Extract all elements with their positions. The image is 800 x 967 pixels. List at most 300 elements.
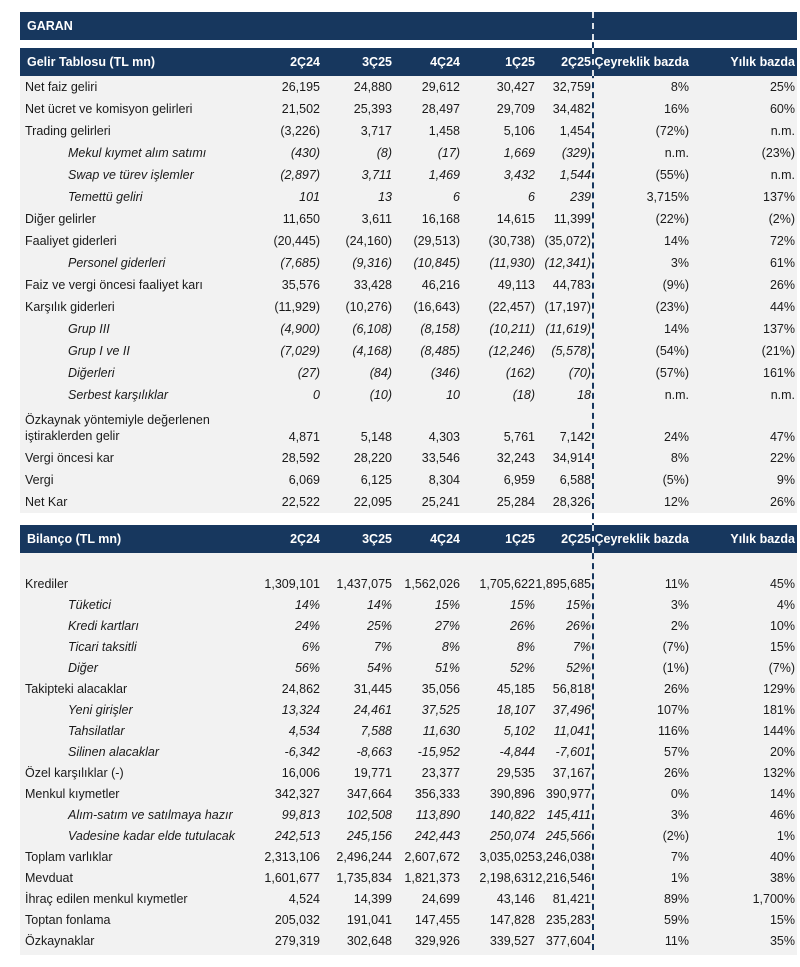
cell-value: 37,525 — [421, 702, 460, 717]
column-header: 2Ç25 — [561, 532, 591, 546]
cell-value: 5,106 — [503, 124, 535, 138]
cell-value: 377,604 — [545, 933, 591, 948]
cell-value: 4,871 — [288, 430, 320, 444]
cell-value: 57% — [663, 744, 689, 759]
cell-value: 56,818 — [552, 681, 591, 696]
table-row — [20, 909, 797, 930]
cell-value: (22%) — [655, 212, 689, 226]
cell-value: 14% — [663, 322, 689, 336]
cell-value: (1%) — [662, 660, 689, 675]
cell-value: (24,160) — [345, 234, 392, 248]
cell-value: (16,643) — [413, 300, 460, 314]
cell-value: (72%) — [655, 124, 689, 138]
cell-value: 60% — [769, 102, 795, 116]
cell-value: 25% — [769, 80, 795, 94]
balance-table-body — [20, 553, 797, 955]
row-label: Karşılık giderleri — [25, 300, 115, 314]
cell-value: (23%) — [655, 300, 689, 314]
cell-value: 101 — [299, 190, 320, 204]
table-row — [20, 208, 797, 230]
cell-value: 26% — [769, 495, 795, 509]
income-statement-table — [20, 48, 797, 513]
cell-value: 1,895,685 — [535, 576, 591, 591]
cell-value: 29,535 — [496, 765, 535, 780]
cell-value: 191,041 — [346, 912, 392, 927]
cell-value: 27% — [434, 618, 460, 633]
cell-value: 7,142 — [559, 430, 591, 444]
cell-value: 3,035,025 — [479, 849, 535, 864]
cell-value: 51% — [434, 660, 460, 675]
cell-value: 15% — [769, 912, 795, 927]
cell-value: 347,664 — [346, 786, 392, 801]
balance-table-title: Bilanço (TL mn) — [27, 532, 122, 546]
cell-value: (2%) — [768, 212, 795, 226]
cell-value: 6,588 — [559, 473, 591, 487]
cell-value: (5,578) — [551, 344, 591, 358]
table-row — [20, 573, 797, 594]
cell-value: 390,896 — [489, 786, 535, 801]
table-row — [20, 340, 797, 362]
cell-value: (10,276) — [345, 300, 392, 314]
cell-value: 23,377 — [421, 765, 460, 780]
cell-value: 16,006 — [281, 765, 320, 780]
row-label: Swap ve türev işlemler — [68, 168, 194, 182]
cell-value: 235,283 — [545, 912, 591, 927]
cell-value: 3% — [670, 597, 689, 612]
cell-value: (10) — [369, 388, 392, 402]
cell-value: 5,102 — [503, 723, 535, 738]
income-table-body — [20, 76, 797, 513]
cell-value: 10 — [446, 388, 460, 402]
cell-value: (6,108) — [352, 322, 392, 336]
column-header: 1Ç25 — [505, 55, 535, 69]
cell-value: 32,759 — [552, 80, 591, 94]
cell-value: 9% — [776, 473, 795, 487]
cell-value: 11,399 — [553, 212, 591, 226]
cell-value: 38% — [769, 870, 795, 885]
table-row — [20, 783, 797, 804]
cell-value: 22,522 — [281, 495, 320, 509]
row-label: Toptan fonlama — [25, 912, 111, 927]
cell-value: (11,929) — [274, 300, 320, 314]
cell-value: (2%) — [662, 828, 689, 843]
cell-value: (10,845) — [413, 256, 460, 270]
cell-value: (430) — [290, 146, 320, 160]
cell-value: 8% — [441, 639, 460, 654]
column-header: 2Ç24 — [290, 55, 320, 69]
column-header: 4Ç24 — [430, 532, 460, 546]
cell-value: 3% — [670, 807, 689, 822]
cell-value: 37,496 — [552, 702, 591, 717]
column-header: 1Ç25 — [505, 532, 535, 546]
cell-value: 4,303 — [428, 430, 460, 444]
row-label: Yeni girişler — [68, 702, 133, 717]
cell-value: 1,454 — [559, 124, 591, 138]
cell-value: 11,630 — [422, 723, 460, 738]
cell-value: n.m. — [664, 146, 689, 160]
cell-value: (8) — [376, 146, 392, 160]
cell-value: 46,216 — [421, 278, 460, 292]
cell-value: 3,711 — [361, 168, 392, 182]
cell-value: 25,393 — [353, 102, 392, 116]
row-label: Tahsilatlar — [68, 723, 125, 738]
cell-value: 26% — [663, 681, 689, 696]
cell-value: 44% — [769, 300, 795, 314]
row-label: Özkaynak yöntemiyle değerlenen iştiraklerden gelir — [25, 412, 210, 443]
cell-value: 4% — [776, 597, 795, 612]
row-label: İhraç edilen menkul kıymetler — [25, 891, 188, 906]
table-row — [20, 825, 797, 846]
cell-value: 2,216,546 — [535, 870, 591, 885]
cell-value: 29,709 — [496, 102, 535, 116]
cell-value: 28,497 — [421, 102, 460, 116]
cell-value: 147,828 — [489, 912, 535, 927]
table-row — [20, 804, 797, 825]
row-label: Toplam varlıklar — [25, 849, 113, 864]
cell-value: 2,607,672 — [404, 849, 460, 864]
table-row — [20, 274, 797, 296]
cell-value: 22,095 — [353, 495, 392, 509]
cell-value: 13 — [378, 190, 392, 204]
column-header: 3Ç25 — [362, 55, 392, 69]
cell-value: (30,738) — [488, 234, 535, 248]
cell-value: 24,699 — [421, 891, 460, 906]
cell-value: 14% — [769, 786, 795, 801]
cell-value: 14% — [366, 597, 392, 612]
cell-value: 14% — [663, 234, 689, 248]
cell-value: 1,458 — [428, 124, 460, 138]
cell-value: -8,663 — [356, 744, 392, 759]
cell-value: 145,411 — [546, 807, 591, 822]
cell-value: 6,069 — [288, 473, 320, 487]
cell-value: 1,469 — [428, 168, 460, 182]
cell-value: 205,032 — [274, 912, 320, 927]
cell-value: 18 — [577, 388, 591, 402]
cell-value: 140,822 — [489, 807, 535, 822]
cell-value: 1,544 — [559, 168, 591, 182]
cell-value: 24,862 — [281, 681, 320, 696]
cell-value: 8,304 — [428, 473, 460, 487]
financial-report — [20, 12, 797, 955]
cell-value: -6,342 — [284, 744, 320, 759]
cell-value: (35,072) — [544, 234, 591, 248]
cell-value: (346) — [430, 366, 460, 380]
cell-value: 18,107 — [496, 702, 535, 717]
cell-value: 2,198,631 — [479, 870, 535, 885]
cell-value: 4,524 — [288, 891, 320, 906]
row-label: Temettü geliri — [68, 190, 143, 204]
cell-value: 1,700% — [752, 891, 795, 906]
cell-value: (7,029) — [280, 344, 320, 358]
cell-value: 13,324 — [281, 702, 320, 717]
cell-value: 3% — [670, 256, 689, 270]
cell-value: 279,319 — [274, 933, 320, 948]
cell-value: 1,601,677 — [264, 870, 320, 885]
table-row — [20, 657, 797, 678]
table-row — [20, 76, 797, 98]
row-label: Diğer — [68, 660, 98, 675]
cell-value: 24,461 — [353, 702, 392, 717]
row-label: Net faiz geliri — [25, 80, 98, 94]
table-row — [20, 930, 797, 951]
cell-value: 3,715% — [646, 190, 689, 204]
cell-value: 3,611 — [361, 212, 392, 226]
column-header: 2Ç25 — [561, 55, 591, 69]
cell-value: -7,601 — [555, 744, 591, 759]
cell-value: 14,399 — [353, 891, 392, 906]
table-row — [20, 406, 797, 447]
table-row — [20, 741, 797, 762]
cell-value: (7,685) — [280, 256, 320, 270]
balance-table-header-row — [20, 525, 797, 553]
cell-value: 35,056 — [421, 681, 460, 696]
cell-value: 3,246,038 — [535, 849, 591, 864]
cell-value: 22% — [769, 451, 795, 465]
row-label: Tüketici — [68, 597, 112, 612]
cell-value: 147,455 — [414, 912, 460, 927]
cell-value: 245,566 — [545, 828, 591, 843]
cell-value: 35% — [769, 933, 795, 948]
cell-value: 6,125 — [360, 473, 392, 487]
cell-value: 16,168 — [421, 212, 460, 226]
cell-value: (20,445) — [273, 234, 320, 248]
cell-value: (70) — [568, 366, 591, 380]
cell-value: 33,428 — [353, 278, 392, 292]
cell-value: 33,546 — [421, 451, 460, 465]
table-row — [20, 678, 797, 699]
cell-value: 102,508 — [346, 807, 392, 822]
cell-value: 6% — [301, 639, 320, 654]
row-label: Alım-satım ve satılmaya hazır — [68, 807, 233, 822]
cell-value: 34,914 — [552, 451, 591, 465]
row-label: Özkaynaklar — [25, 933, 95, 948]
cell-value: (12,246) — [488, 344, 535, 358]
cell-value: 8% — [670, 451, 689, 465]
row-label: Trading gelirleri — [25, 124, 111, 138]
cell-value: 239 — [570, 190, 591, 204]
row-label: Diğer gelirler — [25, 212, 96, 226]
cell-value: (11,619) — [545, 322, 591, 336]
cell-value: 89% — [663, 891, 689, 906]
cell-value: 342,327 — [274, 786, 320, 801]
cell-value: 30,427 — [496, 80, 535, 94]
cell-value: 2,313,106 — [264, 849, 320, 864]
cell-value: 1% — [670, 870, 689, 885]
cell-value: 390,977 — [545, 786, 591, 801]
cell-value: 25% — [366, 618, 392, 633]
cell-value: 1,562,026 — [404, 576, 460, 591]
cell-value: (22,457) — [488, 300, 535, 314]
cell-value: (23%) — [761, 146, 795, 160]
cell-value: 24,880 — [353, 80, 392, 94]
cell-value: (18) — [512, 388, 535, 402]
cell-value: 25,284 — [496, 495, 535, 509]
cell-value: 129% — [763, 681, 795, 696]
cell-value: 15% — [769, 639, 795, 654]
dashed-column-separator — [592, 12, 594, 950]
cell-value: 19,771 — [353, 765, 392, 780]
cell-value: 250,074 — [489, 828, 535, 843]
cell-value: 20% — [769, 744, 795, 759]
cell-value: (4,168) — [352, 344, 392, 358]
cell-value: 72% — [769, 234, 795, 248]
cell-value: 16% — [663, 102, 689, 116]
cell-value: 15% — [434, 597, 460, 612]
cell-value: 7,588 — [360, 723, 392, 738]
cell-value: 5,148 — [360, 430, 392, 444]
cell-value: 47% — [769, 430, 795, 444]
cell-value: 14,615 — [496, 212, 535, 226]
cell-value: 1,735,834 — [336, 870, 392, 885]
row-label: Mekul kıymet alım satımı — [68, 146, 207, 160]
cell-value: (54%) — [655, 344, 689, 358]
cell-value: (8,158) — [420, 322, 460, 336]
cell-value: 21,502 — [281, 102, 320, 116]
table-row — [20, 447, 797, 469]
cell-value: 25,241 — [421, 495, 460, 509]
table-row — [20, 699, 797, 720]
cell-value: (11,930) — [489, 256, 535, 270]
cell-value: n.m. — [770, 388, 795, 402]
cell-value: 26,195 — [281, 80, 320, 94]
table-row — [20, 164, 797, 186]
cell-value: 59% — [663, 912, 689, 927]
cell-value: 52% — [565, 660, 591, 675]
table-row — [20, 98, 797, 120]
cell-value: 37,167 — [552, 765, 591, 780]
cell-value: 24% — [294, 618, 320, 633]
column-header: Çeyreklik bazda — [594, 532, 689, 546]
row-label: Vergi — [25, 473, 54, 487]
row-label: Menkul kıymetler — [25, 786, 120, 801]
column-header: 2Ç24 — [290, 532, 320, 546]
cell-value: (17,197) — [544, 300, 591, 314]
cell-value: 11,650 — [282, 212, 320, 226]
row-label: Serbest karşılıklar — [68, 388, 169, 402]
cell-value: 81,421 — [552, 891, 591, 906]
cell-value: (8,485) — [420, 344, 460, 358]
cell-value: 8% — [670, 80, 689, 94]
row-label: Krediler — [25, 576, 69, 591]
cell-value: 11% — [664, 933, 689, 948]
cell-value: 61% — [769, 256, 795, 270]
cell-value: 6 — [453, 190, 460, 204]
row-label: Faiz ve vergi öncesi faaliyet karı — [25, 278, 203, 292]
cell-value: 3,432 — [503, 168, 535, 182]
cell-value: 137% — [763, 322, 795, 336]
cell-value: 45% — [769, 576, 795, 591]
row-label: Grup III — [68, 322, 110, 336]
cell-value: 54% — [366, 660, 392, 675]
cell-value: 107% — [657, 702, 689, 717]
table-row — [20, 615, 797, 636]
row-label: Ticari taksitli — [68, 639, 137, 654]
cell-value: (21%) — [761, 344, 795, 358]
cell-value: 116% — [657, 723, 689, 738]
cell-value: 356,333 — [414, 786, 460, 801]
cell-value: 40% — [769, 849, 795, 864]
cell-value: 32,243 — [496, 451, 535, 465]
row-label: Kredi kartları — [68, 618, 139, 633]
row-label: Silinen alacaklar — [68, 744, 160, 759]
table-row — [20, 469, 797, 491]
table-row — [20, 318, 797, 340]
cell-value: 99,813 — [281, 807, 320, 822]
table-row — [20, 867, 797, 888]
cell-value: 14% — [294, 597, 320, 612]
cell-value: (12,341) — [544, 256, 591, 270]
cell-value: 7% — [670, 849, 689, 864]
cell-value: (27) — [297, 366, 320, 380]
cell-value: (7%) — [768, 660, 795, 675]
column-header: Yılık bazda — [730, 532, 795, 546]
column-header: 4Ç24 — [430, 55, 460, 69]
column-header: 3Ç25 — [362, 532, 392, 546]
cell-value: 15% — [565, 597, 591, 612]
cell-value: 52% — [509, 660, 535, 675]
table-row — [20, 362, 797, 384]
table-row — [20, 720, 797, 741]
cell-value: (2,897) — [280, 168, 320, 182]
table-row — [20, 636, 797, 657]
cell-value: 26% — [663, 765, 689, 780]
cell-value: 242,443 — [414, 828, 460, 843]
income-table-header-row — [20, 48, 797, 76]
cell-value: n.m. — [770, 124, 795, 138]
table-row — [20, 594, 797, 615]
cell-value: 113,890 — [415, 807, 460, 822]
cell-value: 339,527 — [489, 933, 535, 948]
cell-value: 49,113 — [497, 278, 535, 292]
cell-value: 0 — [313, 388, 320, 402]
cell-value: 1,309,101 — [264, 576, 320, 591]
cell-value: 45,185 — [496, 681, 535, 696]
cell-value: 2% — [670, 618, 689, 633]
cell-value: (3,226) — [280, 124, 320, 138]
row-label: Faaliyet giderleri — [25, 234, 117, 248]
cell-value: (57%) — [655, 366, 689, 380]
table-row — [20, 888, 797, 909]
cell-value: 29,612 — [421, 80, 460, 94]
cell-value: 0% — [670, 786, 689, 801]
column-header: Çeyreklik bazda — [594, 55, 689, 69]
cell-value: 1,437,075 — [336, 576, 392, 591]
cell-value: (162) — [505, 366, 535, 380]
row-label: Diğerleri — [68, 366, 115, 380]
cell-value: 12% — [663, 495, 689, 509]
table-row — [20, 296, 797, 318]
row-label: Mevduat — [25, 870, 73, 885]
cell-value: 144% — [763, 723, 795, 738]
cell-value: 1% — [776, 828, 795, 843]
row-label: Vergi öncesi kar — [25, 451, 114, 465]
cell-value: 11% — [664, 576, 689, 591]
row-label: Net ücret ve komisyon gelirleri — [25, 102, 193, 116]
cell-value: (7%) — [662, 639, 689, 654]
cell-value: n.m. — [664, 388, 689, 402]
ticker-label: GARAN — [27, 19, 73, 33]
cell-value: 31,445 — [353, 681, 392, 696]
table-row — [20, 762, 797, 783]
cell-value: (4,900) — [280, 322, 320, 336]
cell-value: 132% — [763, 765, 795, 780]
cell-value: 1,821,373 — [404, 870, 460, 885]
cell-value: (10,211) — [489, 322, 535, 336]
table-row — [20, 491, 797, 513]
row-label: Net Kar — [25, 495, 68, 509]
row-label: Personel giderleri — [68, 256, 166, 270]
cell-value: (329) — [561, 146, 591, 160]
